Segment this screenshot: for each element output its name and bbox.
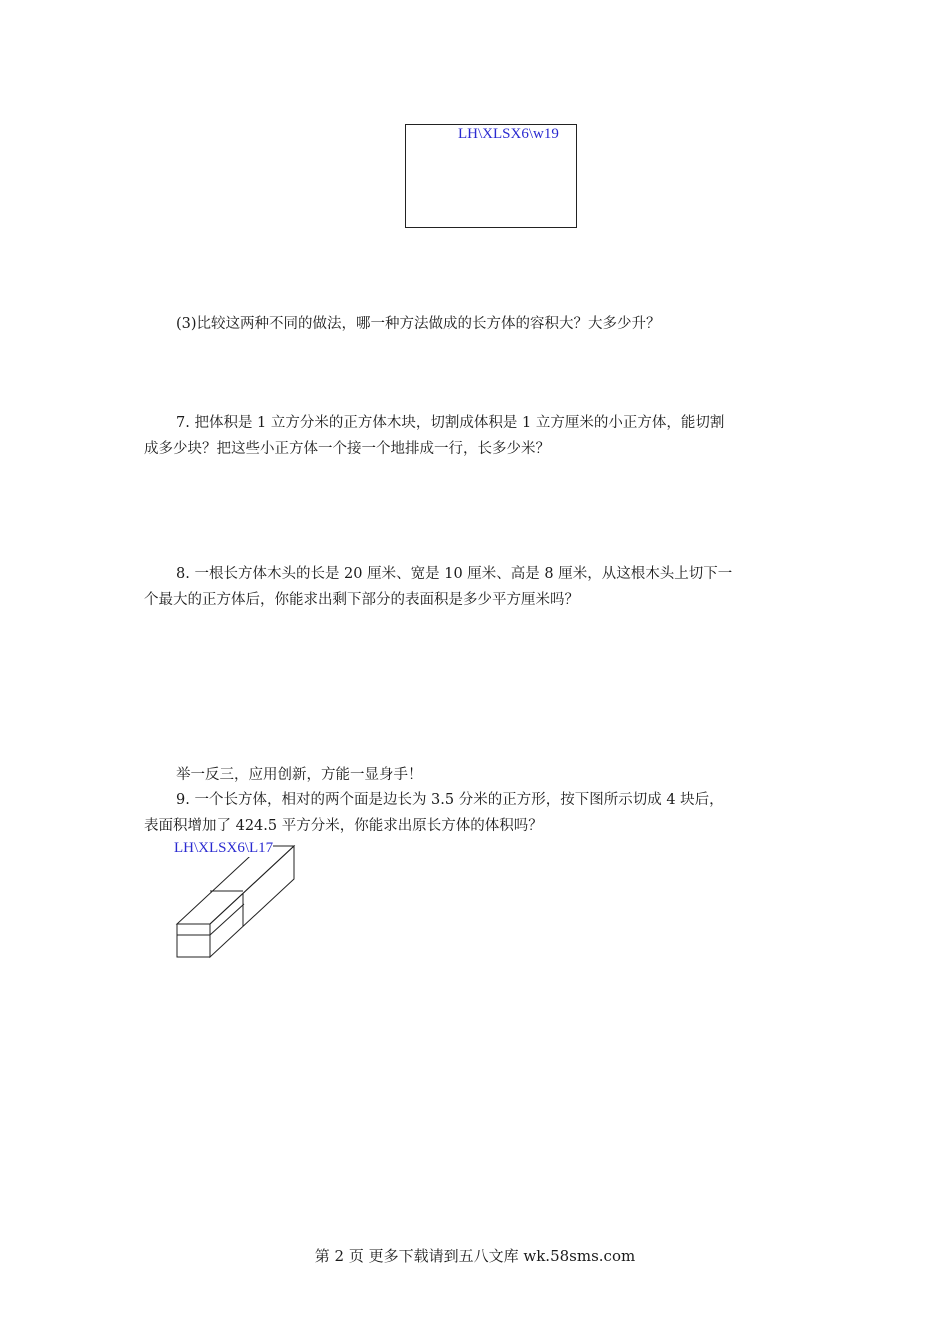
question-6-part-3: (3)比较这两种不同的做法，哪一种方法做成的长方体的容积大？大多少升？	[176, 316, 661, 332]
cuboid-right-face	[210, 846, 294, 957]
question-8-line-2: 个最大的正方体后，你能求出剩下部分的表面积是多少平方厘米吗？	[144, 592, 579, 608]
question-7-line-1: 7. 把体积是 1 立方分米的正方体木块，切割成体积是 1 立方厘米的小正方体，能切割	[176, 415, 725, 431]
cuboid-figure	[172, 838, 302, 964]
figure-placeholder-box	[405, 124, 577, 228]
question-7-line-2: 成多少块？把这些小正方体一个接一个地排成一行，长多少米？	[144, 441, 550, 457]
question-9-line-2: 表面积增加了 424.5 平方分米，你能求出原长方体的体积吗？	[144, 818, 543, 834]
figure-label: LH\XLSX6\L17	[174, 840, 274, 856]
question-8-line-1: 8. 一根长方体木头的长是 20 厘米、宽是 10 厘米、高是 8 厘米，从这根木头上切下一	[176, 566, 733, 582]
figure-label: LH\XLSX6\w19	[458, 126, 559, 142]
section-heading: 举一反三，应用创新，方能一显身手！	[176, 767, 423, 783]
page-footer: 第 2 页 更多下载请到五八文库 wk.58sms.com	[314, 1247, 636, 1265]
question-9-line-1: 9. 一个长方体，相对的两个面是边长为 3.5 分米的正方形，按下图所示切成 4 块后，	[176, 792, 724, 808]
cuboid-front-face	[177, 924, 210, 957]
